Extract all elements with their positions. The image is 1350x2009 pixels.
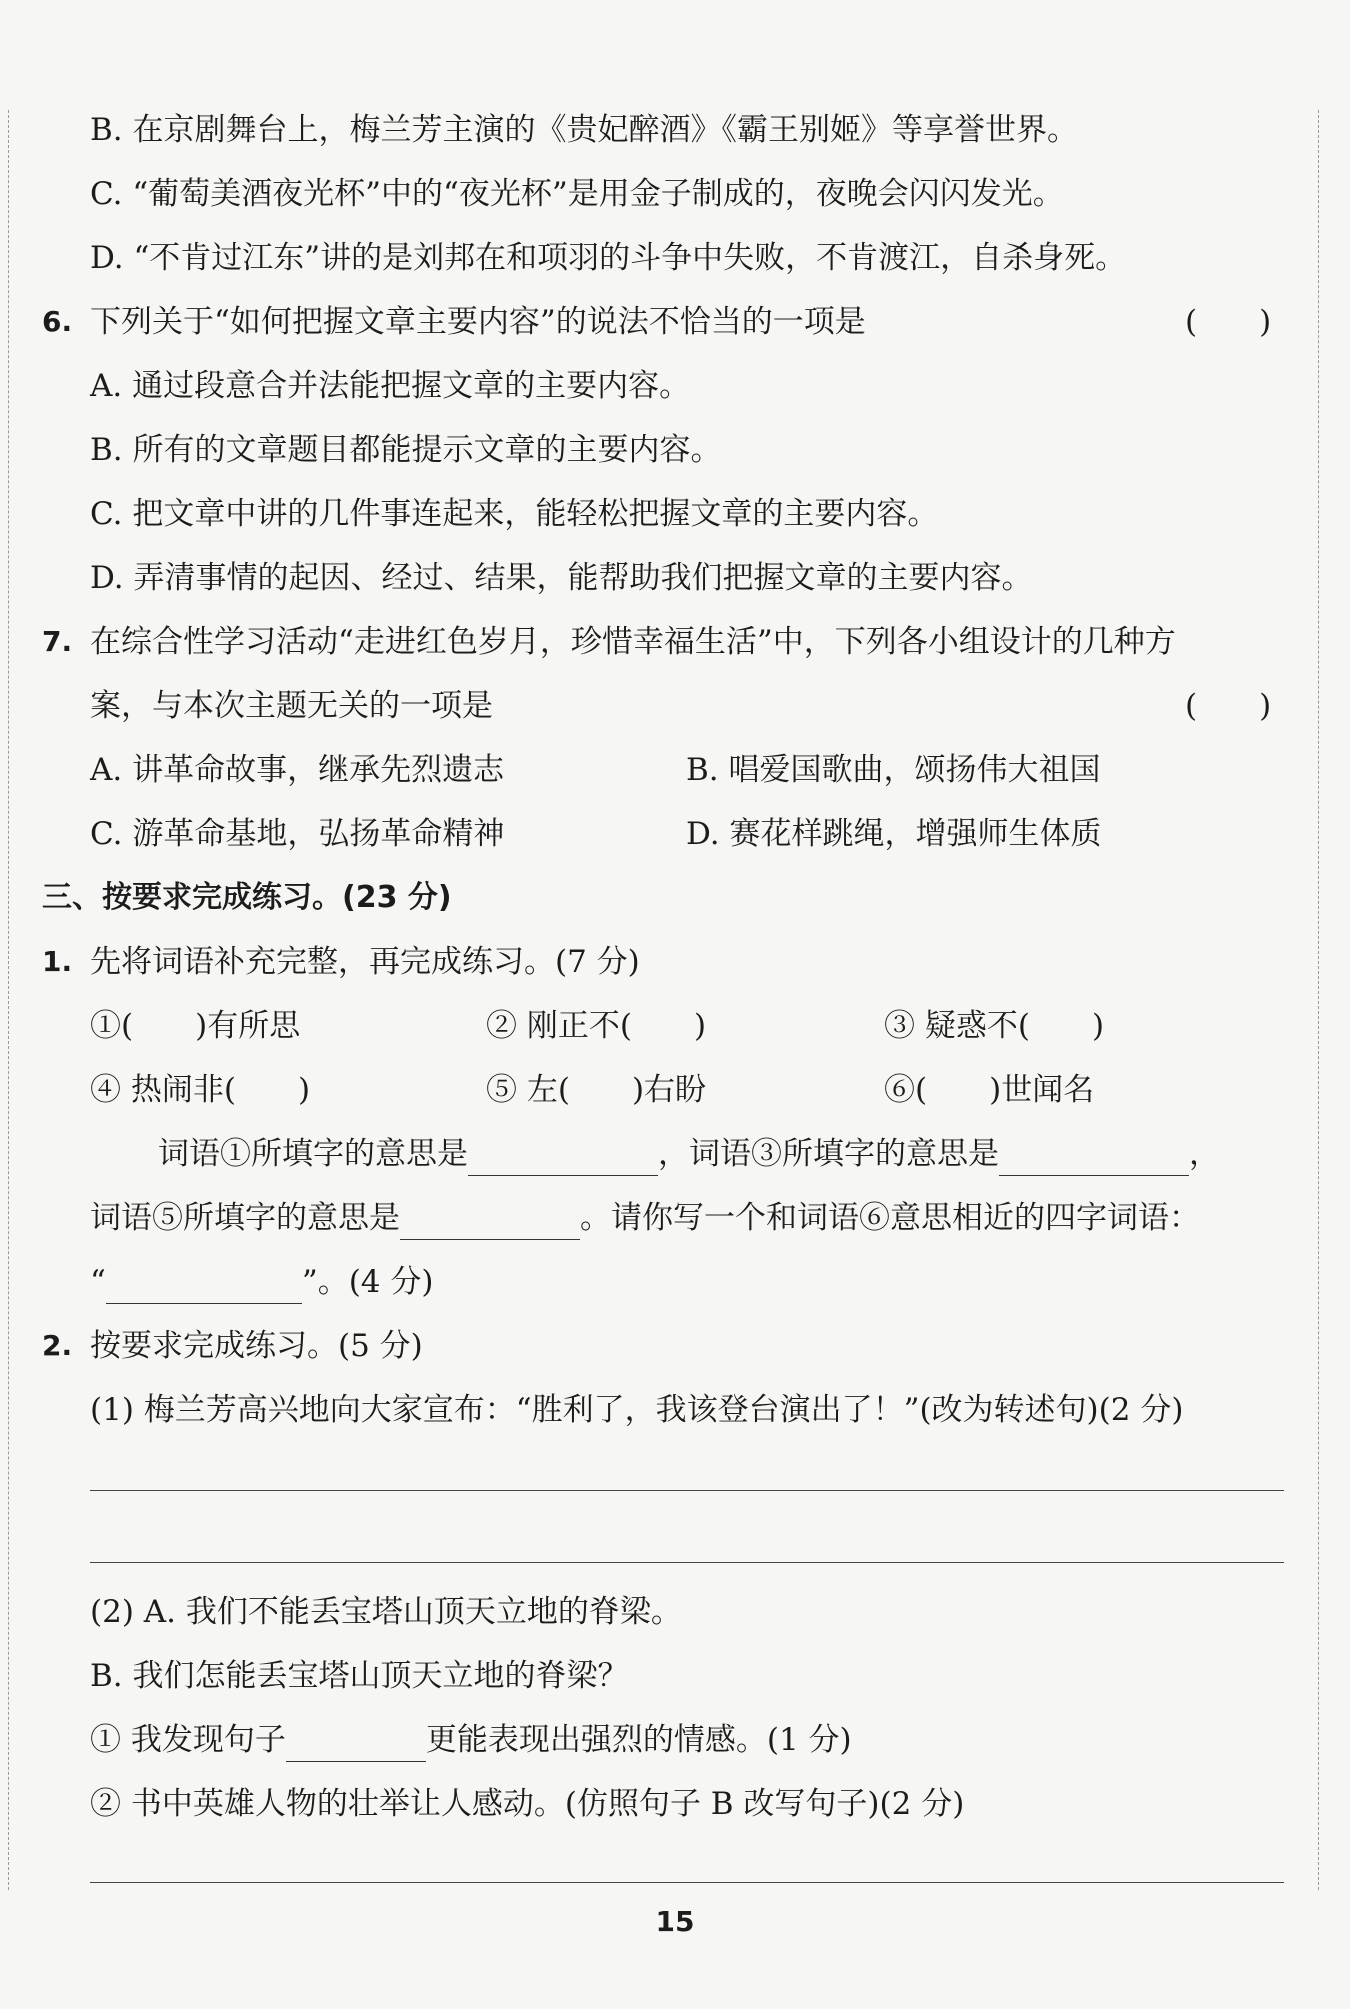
q7-stem-1: 在综合性学习活动“走进红色岁月，珍惜幸福生活”中，下列各小组设计的几种方	[90, 624, 1176, 660]
p1-word-1[interactable]: ①( )有所思	[90, 1008, 301, 1044]
q6-answer-paren[interactable]: ( )	[1185, 304, 1272, 340]
p1-fill-row-1-end: ，	[1189, 1136, 1220, 1172]
p2-sentence-2b: B. 我们怎能丢宝塔山顶天立地的脊梁？	[90, 1658, 629, 1694]
p2-answer-line-1[interactable]	[90, 1490, 1284, 1491]
q6-option-c: C. 把文章中讲的几件事连起来，能轻松把握文章的主要内容。	[90, 496, 939, 532]
p1-number: 1.	[42, 945, 73, 978]
p1-open-quote: “	[90, 1264, 106, 1300]
left-margin-line	[8, 110, 9, 1890]
p1-close-quote-score: ”。(4 分)	[301, 1264, 434, 1300]
page-number: 15	[655, 1905, 695, 1938]
q6-number: 6.	[42, 305, 73, 338]
p1-fill-4-blank[interactable]	[106, 1267, 302, 1304]
p1-word-5[interactable]: ⑤ 左( )右盼	[486, 1072, 707, 1108]
p2-s2c-blank[interactable]	[286, 1725, 426, 1762]
p1-fill-1-label: 词语①所填字的意思是	[158, 1136, 468, 1172]
p1-fill-1-blank[interactable]	[468, 1139, 658, 1176]
q7-option-b: B. 唱爱国歌曲，颂扬伟大祖国	[686, 752, 1101, 788]
p2-answer-line-3[interactable]	[90, 1882, 1284, 1883]
q6-option-b: B. 所有的文章题目都能提示文章的主要内容。	[90, 432, 722, 468]
q7-answer-paren[interactable]: ( )	[1185, 688, 1272, 724]
q7-stem-2: 案，与本次主题无关的一项是	[90, 688, 493, 724]
right-margin-line	[1318, 110, 1319, 1890]
p1-fill-2-label: ，词语③所填字的意思是	[658, 1136, 999, 1172]
p2-sentence-2a: (2) A. 我们不能丢宝塔山顶天立地的脊梁。	[90, 1594, 682, 1630]
p1-word-3[interactable]: ③ 疑惑不( )	[884, 1008, 1105, 1044]
q5-option-d: D. “不肯过江东”讲的是刘邦在和项羽的斗争中失败，不肯渡江，自杀身死。	[90, 240, 1127, 276]
p1-word-4[interactable]: ④ 热闹非( )	[90, 1072, 311, 1108]
p1-fill-4-label: 。请你写一个和词语⑥意思相近的四字词语：	[580, 1200, 1200, 1236]
p2-answer-line-2[interactable]	[90, 1562, 1284, 1563]
q5-option-b: B. 在京剧舞台上，梅兰芳主演的《贵妃醉酒》《霸王别姬》等享誉世界。	[90, 112, 1078, 148]
p1-word-2[interactable]: ② 刚正不( )	[486, 1008, 707, 1044]
section-3-title: 三、按要求完成练习。(23 分)	[42, 880, 452, 915]
q7-option-a: A. 讲革命故事，继承先烈遗志	[90, 752, 505, 788]
q6-option-d: D. 弄清事情的起因、经过、结果，能帮助我们把握文章的主要内容。	[90, 560, 1033, 596]
p1-fill-2-blank[interactable]	[999, 1139, 1189, 1176]
p2-sentence-2d: ② 书中英雄人物的壮举让人感动。(仿照句子 B 改写句子)(2 分)	[90, 1786, 965, 1822]
q7-number: 7.	[42, 625, 73, 658]
p2-number: 2.	[42, 1329, 73, 1362]
p2-stem: 按要求完成练习。(5 分)	[90, 1328, 423, 1364]
p1-stem: 先将词语补充完整，再完成练习。(7 分)	[90, 944, 640, 980]
q6-option-a: A. 通过段意合并法能把握文章的主要内容。	[90, 368, 691, 404]
p2-s2c-rest: 更能表现出强烈的情感。(1 分)	[425, 1722, 852, 1758]
q7-option-d: D. 赛花样跳绳，增强师生体质	[686, 816, 1102, 852]
p1-word-6[interactable]: ⑥( )世闻名	[884, 1072, 1095, 1108]
p2-sentence-1: (1) 梅兰芳高兴地向大家宣布：“胜利了，我该登台演出了！”(改为转述句)(2 分)	[90, 1392, 1184, 1428]
p2-s2c-label: ① 我发现句子	[90, 1722, 286, 1758]
p1-fill-3-label: 词语⑤所填字的意思是	[90, 1200, 400, 1236]
p1-fill-3-blank[interactable]	[400, 1203, 580, 1240]
q5-option-c: C. “葡萄美酒夜光杯”中的“夜光杯”是用金子制成的，夜晚会闪闪发光。	[90, 176, 1064, 212]
q6-stem: 下列关于“如何把握文章主要内容”的说法不恰当的一项是	[90, 304, 866, 340]
q7-option-c: C. 游革命基地，弘扬革命精神	[90, 816, 505, 852]
